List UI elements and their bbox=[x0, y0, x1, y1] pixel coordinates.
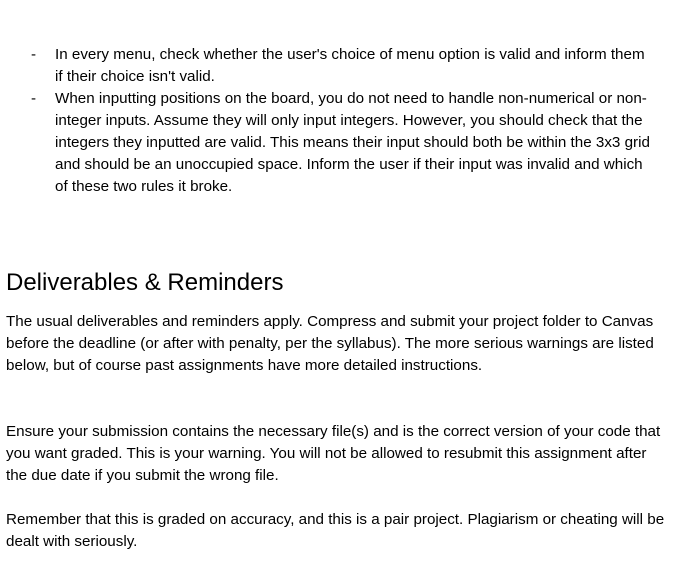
integrity-paragraph: Remember that this is graded on accuracy, and this is a pair project. Plagiarism or cheating will be dealt with seriously. bbox=[6, 511, 665, 550]
requirements-list bbox=[0, 44, 690, 198]
bullet-marker: - bbox=[31, 46, 37, 63]
bullet-marker: - bbox=[31, 90, 37, 107]
section-heading: Deliverables & Reminders bbox=[6, 269, 284, 296]
list-item bbox=[0, 44, 655, 88]
list-item-text: In every menu, check whether the user's choice of menu option is valid and inform them if their choice isn't valid. bbox=[55, 46, 645, 85]
submission-warning-paragraph: Ensure your submission contains the necessary file(s) and is the correct version of your code that you want graded. This is your warning. You will not be allowed to resubmit this assignment after the due date if you submit the wrong file. bbox=[6, 423, 661, 484]
deliverables-paragraph: The usual deliverables and reminders apply. Compress and submit your project folder to Canvas before the deadline (or after with penalty, per the syllabus). The more serious warnings are listed below, but of course past assignments have more detailed instructions. bbox=[6, 313, 654, 374]
list-item-text: When inputting positions on the board, you do not need to handle non-numerical or non-integer inputs. Assume they will only input integers. However, you should check that the integers they inputted are valid. This means their input should both be within the 3x3 grid and should be an unoccupied space. Inform the user if their input was invalid and which of these two rules it broke. bbox=[55, 90, 650, 195]
list-item bbox=[0, 88, 655, 198]
